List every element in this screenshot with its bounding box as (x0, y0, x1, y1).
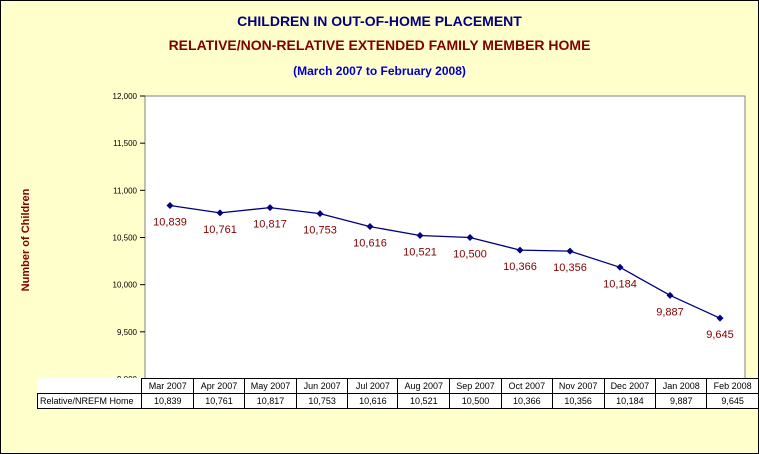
x-tick-label: Mar 2007 (142, 379, 194, 394)
y-tick-label: 10,500 (112, 233, 137, 243)
y-tick-label: 11,500 (113, 139, 137, 149)
data-label: 10,616 (353, 237, 387, 250)
data-table-cell: 10,521 (398, 394, 450, 409)
data-table-cell: 10,753 (297, 394, 348, 409)
data-label: 10,839 (153, 216, 187, 229)
chart-title: CHILDREN IN OUT-OF-HOME PLACEMENT (237, 13, 522, 29)
data-table-cell: 9,887 (656, 394, 707, 409)
data-table-header-row (38, 379, 759, 394)
data-table-series-label: Relative/NREFM Home (38, 394, 142, 409)
data-label: 10,366 (503, 261, 537, 274)
date-range: (March 2007 to February 2008) (293, 64, 466, 78)
x-tick-label: Jan 2008 (656, 379, 707, 394)
data-table-cell: 10,184 (604, 394, 656, 409)
data-label: 10,356 (553, 262, 587, 275)
data-label: 10,500 (453, 248, 487, 261)
x-tick-label: Feb 2008 (707, 379, 759, 394)
y-axis-label: Number of Children (20, 188, 32, 292)
data-table-corner (38, 379, 142, 394)
data-table-cell: 9,645 (707, 394, 759, 409)
data-table-cell: 10,500 (450, 394, 502, 409)
y-tick-label: 12,000 (112, 92, 137, 101)
data-table-cell: 10,761 (193, 394, 244, 409)
data-label: 10,817 (253, 218, 287, 231)
x-tick-label: Sep 2007 (450, 379, 502, 394)
data-table-cell: 10,616 (348, 394, 398, 409)
x-tick-label: Jun 2007 (297, 379, 348, 394)
plot-area (145, 96, 745, 379)
data-label: 10,761 (203, 223, 237, 236)
data-label: 9,887 (656, 306, 684, 319)
y-tick-label: 10,000 (112, 280, 137, 290)
data-table (37, 378, 759, 409)
data-label: 10,753 (303, 224, 337, 237)
data-table-cell: 10,366 (501, 394, 552, 409)
chart-subtitle: RELATIVE/NON-RELATIVE EXTENDED FAMILY MEMBER HOME (168, 37, 591, 53)
x-tick-label: Aug 2007 (398, 379, 450, 394)
x-tick-label: Oct 2007 (501, 379, 552, 394)
y-tick-label: 11,000 (113, 186, 137, 196)
data-label: 9,645 (706, 329, 734, 342)
data-table-cell: 10,839 (142, 394, 194, 409)
x-tick-label: Dec 2007 (604, 379, 656, 394)
y-tick-label: 9,500 (116, 327, 137, 337)
x-tick-label: Nov 2007 (552, 379, 604, 394)
data-table-row (38, 394, 759, 409)
data-label: 10,521 (403, 246, 437, 259)
data-table-cell: 10,356 (552, 394, 604, 409)
x-tick-label: Apr 2007 (193, 379, 244, 394)
x-tick-label: May 2007 (245, 379, 297, 394)
data-label: 10,184 (603, 278, 637, 291)
x-tick-label: Jul 2007 (348, 379, 398, 394)
data-table-cell: 10,817 (245, 394, 297, 409)
